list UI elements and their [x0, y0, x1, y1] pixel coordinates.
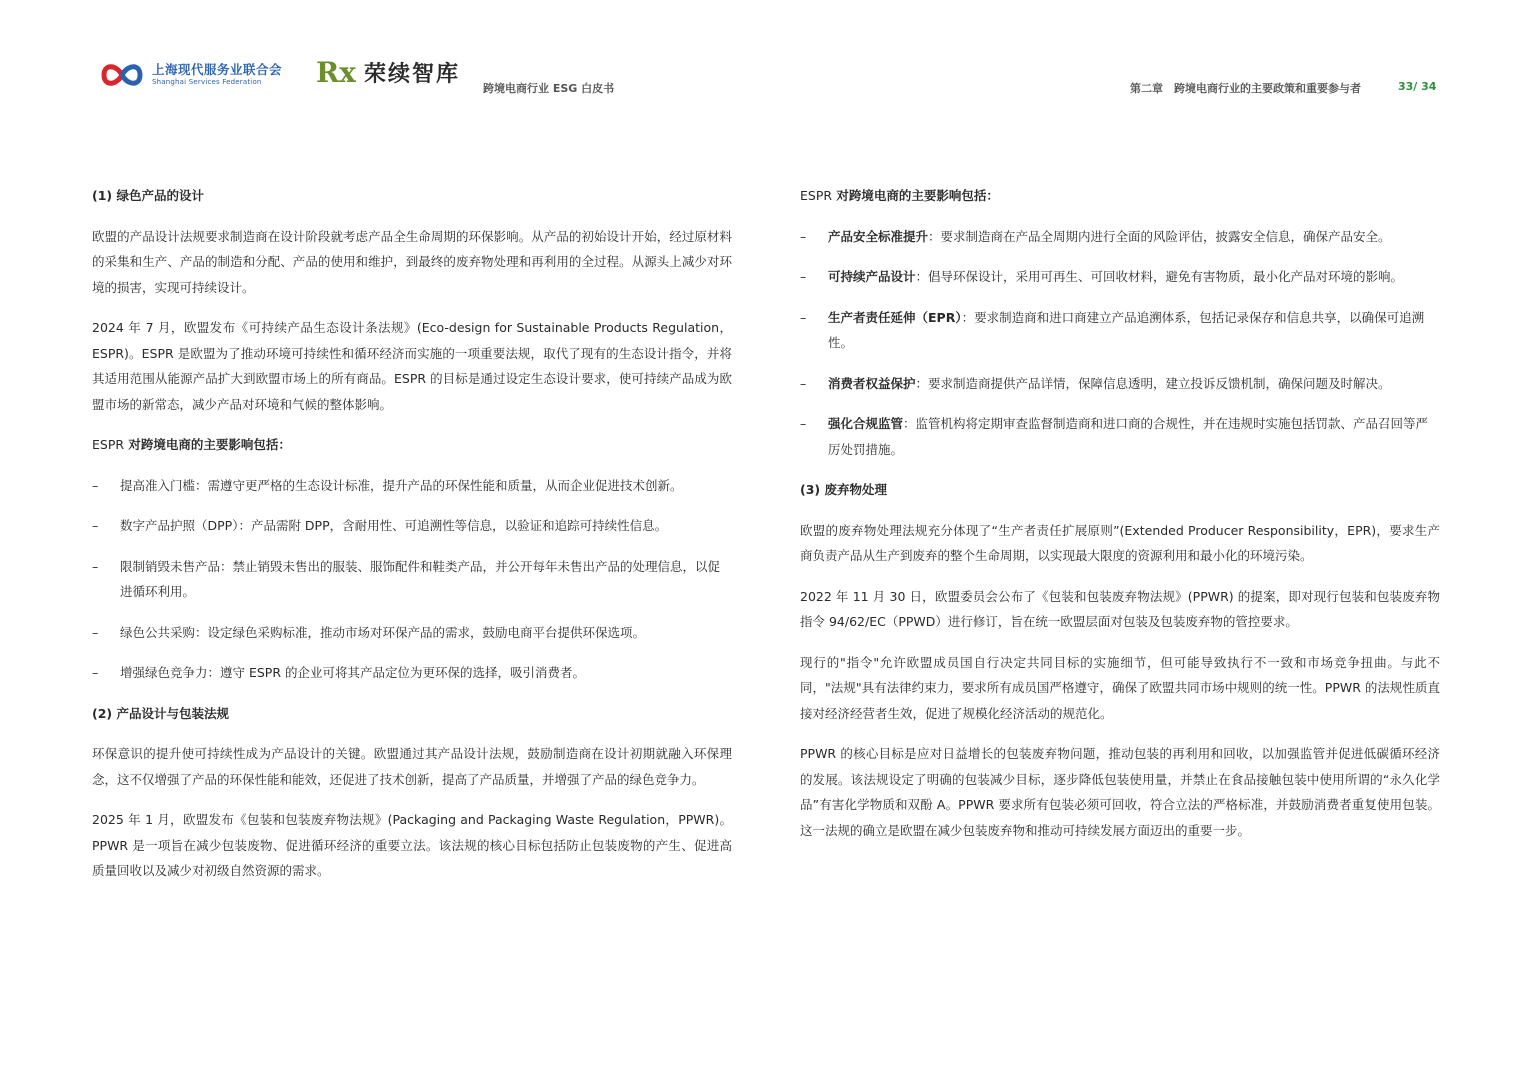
dash-bullet: –: [800, 309, 807, 325]
ssf-name-en: Shanghai Services Federation: [152, 78, 262, 87]
rx-logo: [316, 55, 460, 89]
list-item-text: ：倡导环保设计，采用可再生、可回收材料，避免有害物质，最小化产品对环境的影响。: [915, 269, 1404, 284]
section-3-paragraph-1: 欧盟的废弃物处理法规充分体现了“生产者责任扩展原则”(Extended Producer Responsibility，EPR)，要求生产商负责产品从生产到废弃的整个生命周期，以实现最大限度的资源利用和最小化的环境污染。: [800, 522, 1440, 563]
list-item: [92, 620, 732, 646]
dash-bullet: –: [800, 269, 807, 284]
section-1-paragraph-1: 欧盟的产品设计法规要求制造商在设计阶段就考虑产品全生命周期的环保影响。从产品的初始设计开始，经过原材料的采集和生产、产品的制造和分配、产品的使用和维护，到最终的废弃物处理和再利用的全过程。从源头上减少对环境的损害，实现可持续设计。: [92, 228, 732, 295]
list-item-text: 数字产品护照（DPP）：产品需附 DPP，含耐用性、可追溯性等信息，以验证和追踪可持续性信息。: [120, 518, 668, 533]
section-2-heading: (2) 产品设计与包装法规: [92, 705, 229, 721]
section-3-heading: (3) 废弃物处理: [800, 482, 887, 497]
list-item-text: 提高准入门槛：需遵守更严格的生态设计标准，提升产品的环保性能和质量，从而企业促进技术创新。: [120, 477, 683, 493]
list-item-label: 消费者权益保护: [828, 375, 916, 391]
list-item: [800, 305, 1440, 356]
list-item-text: 绿色公共采购：设定绿色采购标准，推动市场对环保产品的需求，鼓励电商平台提供环保选项。: [120, 624, 646, 640]
dash-bullet: –: [92, 518, 99, 533]
list-item: [92, 513, 732, 539]
list-item: [92, 473, 732, 499]
list-item-text: ：要求制造商提供产品详情，保障信息透明，建立投诉反馈机制，确保问题及时解决。: [915, 375, 1391, 391]
list-item-text: ：要求制造商在产品全周期内进行全面的风险评估，披露安全信息，确保产品安全。: [928, 228, 1391, 244]
right-column: [800, 183, 1440, 858]
rx-mark-text: Rx: [316, 56, 356, 88]
section-3-paragraph-4: PPWR 的核心目标是应对日益增长的包装废弃物问题，推动包装的再利用和回收，以加强监管并促进低碳循环经济的发展。该法规设定了明确的包装减少目标，逐步降低包装使用量，并禁止在食品接触包装中使用所谓的“永久化学品”有害化学物质和双酚 A。PPWR 要求所有包装必须可回收，符合立法的严格标准，并鼓励消费者重复使用包装。这一法规的确立是欧盟在减少包装废弃物和推动可持续发展方面迈出的重要一步。: [800, 746, 1440, 838]
list-item-text: 限制销毁未售产品：禁止销毁未售出的服装、服饰配件和鞋类产品，并公开每年未售出产品的处理信息，以促进循环利用。: [120, 558, 721, 599]
section-3-paragraph-2: 2022 年 11 月 30 日，欧盟委员会公布了《包装和包装废弃物法规》(PPWR) 的提案，即对现行包装和包装废弃物指令 94/62/EC（PPWD）进行修订，旨在统一欧盟层面对包装及包装废弃物的管控要求。: [800, 588, 1440, 629]
dash-bullet: –: [92, 624, 99, 640]
list-item-label: 可持续产品设计: [828, 269, 916, 284]
list-item: [800, 264, 1440, 290]
list-item-label: 产品安全标准提升: [828, 228, 929, 244]
section-1-heading: (1) 绿色产品的设计: [92, 188, 204, 203]
list-item-text: 增强绿色竞争力：遵守 ESPR 的企业可将其产品定位为更环保的选择，吸引消费者。: [120, 665, 586, 680]
dash-bullet: –: [92, 558, 99, 574]
list-item-label: 强化合规监管: [828, 416, 904, 431]
doc-title: 跨境电商行业 ESG 白皮书: [483, 82, 615, 95]
dash-bullet: –: [800, 375, 807, 391]
list-item: [800, 411, 1440, 462]
section-1-paragraph-2: 2024 年 7 月，欧盟发布《可持续产品生态设计条法规》(Eco-design for Sustainable Products Regulation，ESPR)。ESPR 是欧盟为了推动环境可持续性和循环经济而实施的一项重要法规，取代了现有的生态设计指令，并将其适用范围从能源产品扩大到欧盟市场上的所有商品。ESPR 的目标是通过设定生态设计要求，使可持续产品成为欧盟市场的新常态，减少产品对环境和气候的整体影响。: [92, 320, 732, 412]
list-item-text: ：要求制造商和进口商建立产品追溯体系，包括记录保存和信息共享，以确保可追溯性。: [828, 309, 1425, 350]
espr-impact-heading: [92, 432, 732, 458]
ssf-logo: [100, 58, 282, 92]
page-header: [0, 0, 1527, 110]
espr-prefix: ESPR: [800, 188, 833, 203]
brand-name: 荣续智库: [364, 61, 461, 87]
dash-bullet: –: [92, 477, 99, 493]
list-item-text: ：监管机构将定期审查监督制造商和进口商的合规性，并在违规时实施包括罚款、产品召回等严厉处罚措施。: [828, 416, 1429, 457]
section-2-paragraph-2: 2025 年 1 月，欧盟发布《包装和包装废弃物法规》(Packaging and Packaging Waste Regulation，PPWR)。PPWR 是一项旨在减少包装废物、促进循环经济的重要立法。该法规的核心目标包括防止包装废物的产生、促进高质量回收以及减少对初级自然资源的需求。: [92, 812, 732, 878]
espr-impact-heading-right: [800, 183, 1440, 209]
list-item: [92, 554, 732, 605]
dash-bullet: –: [800, 228, 807, 244]
espr-impact-list-right: [800, 224, 1440, 463]
list-item: [800, 371, 1440, 397]
chapter-title: 第二章 跨境电商行业的主要政策和重要参与者: [1130, 82, 1361, 95]
list-item: [800, 224, 1440, 250]
list-item-label: 生产者责任延伸（EPR）: [828, 309, 962, 325]
espr-prefix: ESPR: [92, 437, 125, 452]
rx-logo-mark-icon: [316, 56, 356, 88]
left-column: [92, 183, 732, 899]
dash-bullet: –: [92, 665, 99, 680]
section-2-paragraph-1: 环保意识的提升使可持续性成为产品设计的关键。欧盟通过其产品设计法规，鼓励制造商在设计初期就融入环保理念，这不仅增强了产品的环保性能和能效，还促进了技术创新，提高了产品质量，并增强了产品的绿色竞争力。: [92, 746, 732, 787]
ssf-name-cn: 上海现代服务业联合会: [152, 61, 283, 77]
ssf-logo-mark-icon: [100, 58, 144, 92]
page-number: 33/ 34: [1398, 80, 1437, 93]
dash-bullet: –: [800, 416, 807, 431]
espr-impact-list: [92, 473, 732, 686]
espr-heading-text: 对跨境电商的主要影响包括：: [836, 188, 999, 203]
section-3-paragraph-3: 现行的"指令"允许欧盟成员国自行决定共同目标的实施细节，但可能导致执行不一致和市场竞争扭曲。与此不同，"法规"具有法律约束力，要求所有成员国严格遵守，确保了欧盟共同市场中规则的统一性。PPWR 的法规性质直接对经济经营者生效，促进了规模化经济活动的规范化。: [800, 654, 1440, 721]
espr-heading-text: 对跨境电商的主要影响包括：: [128, 437, 291, 452]
list-item: [92, 660, 732, 686]
